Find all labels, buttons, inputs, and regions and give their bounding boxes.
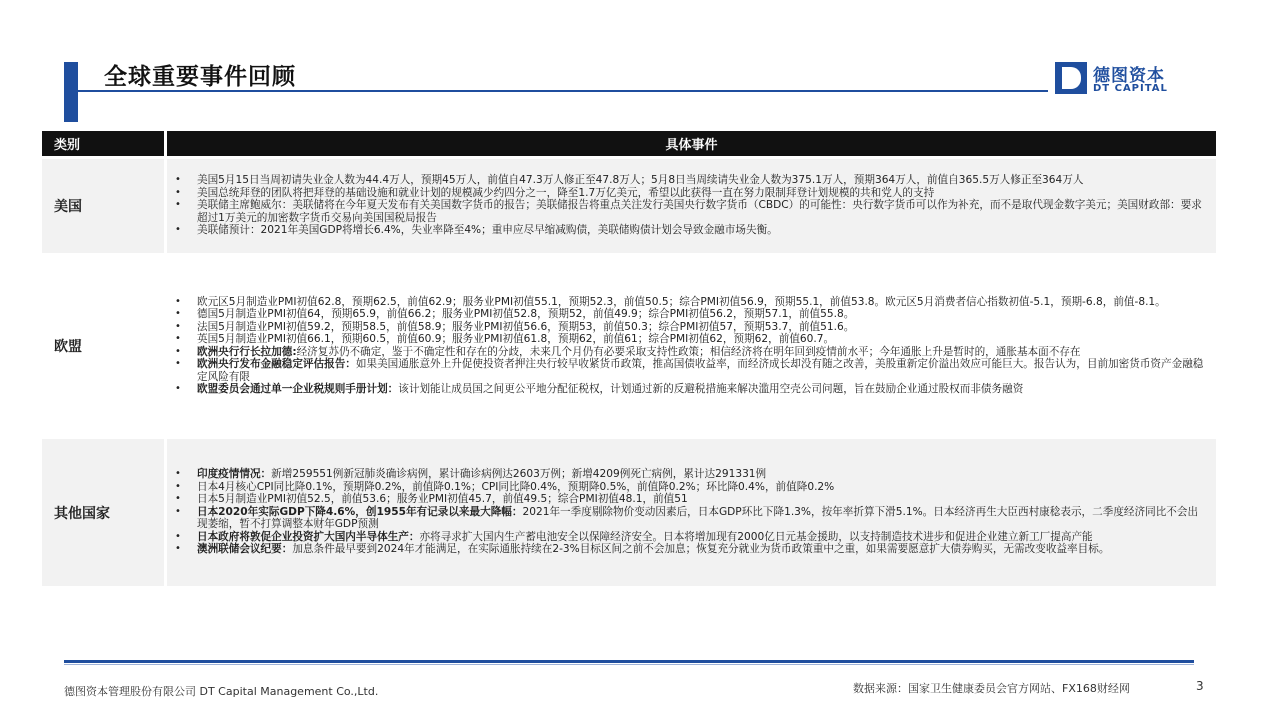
table-row (42, 253, 1216, 436)
event-text: 如果美国通胀意外上升促使投资者押注央行较早收紧货币政策，推高国债收益率，而经济成长却没有随之改善，美股重新定价溢出效应可能巨大。报告认为，目前加密货币资产金融稳定风险有限 (197, 358, 1204, 383)
table-header-row (42, 131, 1216, 156)
event-text: 欧元区5月制造业PMI初值62.8，预期62.5，前值62.9；服务业PMI初值55.1，预期52.3，前值50.5；综合PMI初值56.9，预期55.1，前值53.8。欧元区5月消费者信心指数初值-5.1，预期-6.8，前值-8.1。 (197, 295, 1166, 308)
event-item (197, 187, 1204, 200)
event-lead: 欧盟委员会通过单一企业税规则手册计划： (197, 383, 399, 395)
event-lead: 印度疫情情况： (197, 468, 272, 481)
event-item (197, 358, 1204, 383)
category-cell: 其他国家 (42, 436, 167, 586)
title-accent-bar (64, 62, 78, 122)
footer-divider (64, 660, 1194, 663)
event-text: 加息条件最早要到2024年才能满足，在实际通胀持续在2-3%目标区间之前不会加息；恢复充分就业为货币政策重中之重，如果需要愿意扩大债券购买，无需改变收益率目标。 (292, 543, 1110, 556)
company-logo (1055, 62, 1205, 96)
event-item (197, 224, 1204, 237)
event-item (197, 481, 1204, 494)
events-cell (167, 156, 1216, 253)
event-text: 法国5月制造业PMI初值59.2，预期58.5，前值58.9；服务业PMI初值56.6，预期53，前值50.3；综合PMI初值57，预期53.7，前值51.6。 (197, 320, 855, 333)
event-item (197, 333, 1204, 346)
event-lead: 日本政府将敦促企业投资扩大国内半导体生产： (197, 530, 420, 543)
event-text: 新增259551例新冠肺炎确诊病例，累计确诊病例达2603万例；新增4209例死亡病例，累计达291331例 (271, 468, 767, 481)
event-lead: 欧洲央行发布金融稳定评估报告： (197, 358, 356, 370)
events-table (42, 131, 1216, 586)
footer-source: 数据来源：国家卫生健康委员会官方网站、FX168财经网 (853, 682, 1130, 695)
event-text: 日本4月核心CPI同比降0.1%，预期降0.2%，前值降0.1%；CPI同比降0.4%，预期降0.5%，前值降0.2%；环比降0.4%，前值降0.2% (197, 480, 835, 493)
logo-text-cn: 德图资本 (1093, 66, 1165, 86)
logo-text-en: DT CAPITAL (1093, 83, 1168, 94)
category-cell: 欧盟 (42, 253, 167, 436)
header-events: 具体事件 (167, 131, 1216, 156)
event-text: 该计划能让成员国之间更公平地分配征税权，计划通过新的反避税措施来解决滥用空壳公司问题，旨在鼓励企业通过股权而非债务融资 (398, 383, 1024, 395)
footer-divider-thin (64, 664, 1194, 665)
logo-d-icon (1055, 62, 1087, 94)
event-item (197, 346, 1204, 359)
table-row (42, 436, 1216, 586)
event-text: 2021年一季度剔除物价变动因素后，日本GDP环比下降1.3%，按年率折算下滑5.1%。日本经济再生大臣西村康稔表示，二季度经济同比不会出现萎缩，暂不打算调整本财年GDP预测 (197, 505, 1199, 531)
title-underline (78, 90, 1048, 92)
page-number: 3 (1196, 679, 1204, 693)
event-item (197, 383, 1204, 396)
event-item (197, 468, 1204, 481)
event-lead: 澳洲联储会议纪要： (197, 543, 293, 556)
table-row (42, 156, 1216, 253)
event-text: 美国总统拜登的团队将把拜登的基础设施和就业计划的规模减少约四分之一，降至1.7万亿美元，希望以此获得一直在努力限制拜登计划规模的共和党人的支持 (197, 186, 935, 199)
event-text: 美联储预计：2021年美国GDP将增长6.4%，失业率降至4%；重申应尽早缩减购债，美联储购债计划会导致金融市场失衡。 (197, 224, 778, 237)
event-text: 美联储主席鲍威尔：美联储将在今年夏天发布有关美国数字货币的报告；美联储报告将重点关注发行美国央行数字货币（CBDC）的可能性：央行数字货币可以作为补充，而不是取代现金数字美元；美国财政部：要求超过1万美元的加密数字货币交易向美国国税局报告 (197, 199, 1202, 224)
event-item (197, 506, 1204, 531)
event-lead: 欧洲央行行长拉加德: (197, 345, 297, 358)
event-lead: 日本2020年实际GDP下降4.6%，创1955年有记录以来最大降幅： (197, 505, 523, 518)
event-list (167, 467, 1216, 558)
event-item (197, 493, 1204, 506)
category-cell: 美国 (42, 156, 167, 253)
event-text: 德国5月制造业PMI初值64，预期65.9，前值66.2；服务业PMI初值52.8，预期52，前值49.9；综合PMI初值56.2，预期57.1，前值55.8。 (197, 308, 855, 320)
event-item (197, 321, 1204, 334)
event-item (197, 531, 1204, 544)
event-text: 亦将寻求扩大国内生产蓄电池安全以保障经济安全。日本将增加现有2000亿日元基金援助，以支持制造技术进步和促进企业建立新工厂提高产能 (419, 530, 1093, 543)
events-cell (167, 436, 1216, 586)
event-list (167, 295, 1216, 398)
footer-company: 德图资本管理股份有限公司 DT Capital Management Co.,Ltd. (64, 685, 379, 698)
event-list (167, 173, 1216, 239)
event-item (197, 199, 1204, 224)
header-category: 类别 (42, 131, 167, 156)
event-text: 日本5月制造业PMI初值52.5，前值53.6；服务业PMI初值45.7，前值49.5；综合PMI初值48.1，前值51 (197, 493, 688, 506)
event-item (197, 296, 1204, 309)
event-item (197, 543, 1204, 556)
page-title: 全球重要事件回顾 (104, 64, 296, 90)
event-item (197, 174, 1204, 187)
event-text: 英国5月制造业PMI初值66.1，预期60.5，前值60.9；服务业PMI初值61.8，预期62，前值61；综合PMI初值62，预期62，前值60.7。 (197, 333, 835, 345)
events-cell (167, 253, 1216, 436)
event-item (197, 308, 1204, 321)
event-text: 美国5月15日当周初请失业金人数为44.4万人，预期45万人，前值自47.3万人修正至47.8万人；5月8日当周续请失业金人数为375.1万人，预期364万人，前值自365.5万人修正至364万人 (197, 174, 1084, 187)
event-text: 经济复苏仍不确定，鉴于不确定性和存在的分歧，未来几个月仍有必要采取支持性政策；相信经济将在明年回到疫情前水平；今年通胀上升是暂时的，通胀基本面不存在 (296, 345, 1081, 358)
